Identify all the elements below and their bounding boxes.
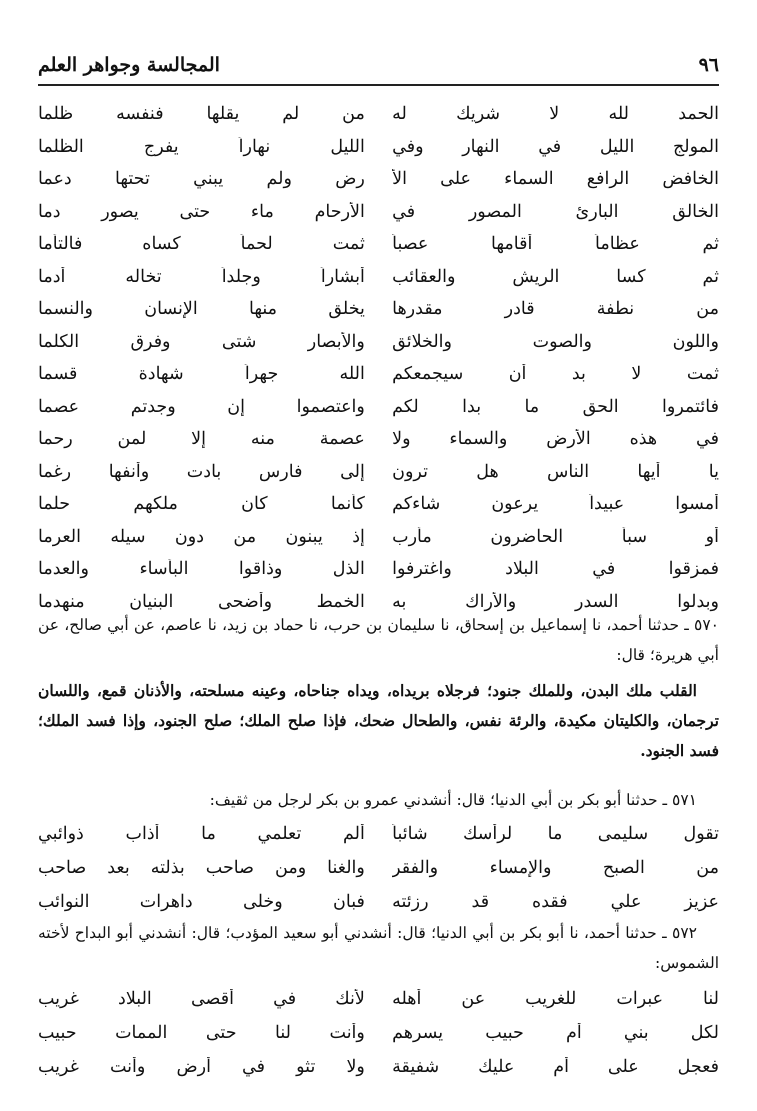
hadith-571-isnad: ٥٧١ ـ حدثنا أبو بكر بن أبي الدنيا؛ قال: أنشدني عمرو بن بكر لرجل من ثقيف: — [209, 791, 697, 809]
verse-first-hemistich: الخالق البارئ المصور في — [392, 201, 719, 222]
verse-second-hemistich: والأبصار شتى وفرق الكلما — [38, 331, 365, 352]
header-rule — [38, 84, 719, 86]
poem-2 — [38, 817, 719, 919]
verse-first-hemistich: المولج الليل في النهار وفي — [392, 136, 719, 157]
verse-second-hemistich: ولا تثو في أرض وأنت غريب — [38, 1057, 365, 1077]
verse-second-hemistich: الخمط وأضحى البنيان منهدما — [38, 591, 365, 612]
verse-second-hemistich: من لم يقلها فنفسه ظلما — [38, 104, 365, 125]
verse-first-hemistich: فائتمروا الحق ما بدا لكم — [392, 396, 719, 417]
verse-row — [38, 326, 719, 359]
verse-second-hemistich: الذل وذاقوا البأساء والعدما — [38, 559, 365, 580]
verse-first-hemistich: تقول سليمى ما لرأسك شائباً — [392, 824, 719, 844]
verse-row — [38, 1050, 719, 1084]
poem-1 — [38, 98, 719, 618]
verse-second-hemistich: الأرحام ماء حتى يصور دما — [38, 201, 365, 222]
verse-first-hemistich: أو سبأ الحاضرون مأرب — [392, 526, 719, 547]
verse-row — [38, 196, 719, 229]
verse-row — [38, 851, 719, 885]
verse-second-hemistich: والغنا ومن صاحب بذلته بعد صاحب — [38, 858, 365, 878]
verse-first-hemistich: يا أيها الناس هل ترون — [392, 461, 719, 482]
verse-first-hemistich: في هذه الأرض والسماء ولا — [392, 429, 719, 450]
verse-first-hemistich: لنا عبرات للغريب عن أهله — [392, 989, 719, 1009]
verse-row — [38, 553, 719, 586]
hadith-570-text: القلب ملك البدن، وللملك جنود؛ فرجلاه بريداه، ويداه جناحاه، وعينه مسلحته، والأذنان قمع، واللسان ترجمان، والكليتان مكيدة، والرئة نفس، والطحال ضحك، فإذا صلح الملك؛ صلح الجنود، وإذا فسد الملك؛ فسد الجنود. — [38, 681, 719, 760]
verse-row — [38, 358, 719, 391]
verse-first-hemistich: عزيز علي فقده قد رزئته — [392, 892, 719, 912]
verse-row — [38, 228, 719, 261]
verse-second-hemistich: لأنك في أقصى البلاد غريب — [38, 989, 365, 1009]
verse-first-hemistich: فمزقوا في البلاد واغترفوا — [392, 559, 719, 580]
verse-row — [38, 293, 719, 326]
verse-first-hemistich: وبدلوا السدر والأراك به — [392, 591, 719, 612]
verse-first-hemistich: لكل بني أم حبيب يسرهم — [392, 1023, 719, 1043]
verse-row — [38, 98, 719, 131]
verse-row — [38, 885, 719, 919]
verse-second-hemistich: ألم تعلمي ما أذاب ذوائبي — [38, 824, 365, 844]
verse-row — [38, 391, 719, 424]
verse-second-hemistich: كأنما كان ملكهم حلما — [38, 494, 365, 515]
verse-row — [38, 261, 719, 294]
verse-first-hemistich: ثم كسا الريش والعقائب — [392, 266, 719, 287]
verse-second-hemistich: رض ولم يبني تحتها دعما — [38, 169, 365, 190]
verse-second-hemistich: عصمة منه إلا لمن رحما — [38, 429, 365, 450]
verse-first-hemistich: واللون والصوت والخلائق — [392, 331, 719, 352]
verse-row — [38, 817, 719, 851]
poem-3 — [38, 982, 719, 1084]
verse-row — [38, 423, 719, 456]
verse-row — [38, 456, 719, 489]
verse-first-hemistich: ثم عظاماً أقامها عصباً — [392, 234, 719, 255]
verse-row — [38, 163, 719, 196]
verse-second-hemistich: ثمت لحماً كساه فالتأما — [38, 234, 365, 255]
verse-second-hemistich: يخلق منها الإنسان والنسما — [38, 299, 365, 320]
verse-first-hemistich: من نطفة قادر مقدرها — [392, 299, 719, 320]
verse-second-hemistich: الليل نهاراً يفرج الظلما — [38, 136, 365, 157]
verse-first-hemistich: ثمت لا بد أن سيجمعكم — [392, 364, 719, 385]
hadith-570-isnad: ٥٧٠ ـ حدثنا أحمد، نا إسماعيل بن إسحاق، نا سليمان بن حرب، نا حماد بن زيد، نا عاصم، عن أبي صالح، عن أبي هريرة؛ قال: — [38, 616, 719, 664]
verse-first-hemistich: فعجل على أم عليك شفيقة — [392, 1057, 719, 1077]
page-number: ٩٦ — [698, 54, 719, 76]
verse-row — [38, 1016, 719, 1050]
verse-second-hemistich: إذ يبنون من دون سيله العرما — [38, 526, 365, 547]
verse-second-hemistich: أبشاراً وجلداً تخاله أدما — [38, 266, 365, 287]
verse-row — [38, 131, 719, 164]
verse-second-hemistich: فبان وخلى داهرات النوائب — [38, 892, 365, 912]
verse-row — [38, 982, 719, 1016]
verse-first-hemistich: الحمد لله لا شريك له — [392, 104, 719, 125]
verse-row — [38, 521, 719, 554]
verse-row — [38, 488, 719, 521]
hadith-572-isnad: ٥٧٢ ـ حدثنا أحمد، نا أبو بكر بن أبي الدنيا؛ قال: أنشدني أبو سعيد المؤدب؛ قال: أنشدني أبو البداح لأخته الشموس: — [38, 924, 719, 972]
verse-second-hemistich: إلى فارس بادت وأنفها رغما — [38, 461, 365, 482]
verse-first-hemistich: أمسوا عبيداً يرعون شاءكم — [392, 494, 719, 515]
verse-first-hemistich: من الصبح والإمساء والفقر — [392, 858, 719, 878]
page-header — [38, 50, 719, 80]
verse-second-hemistich: واعتصموا إن وجدتم عصما — [38, 396, 365, 417]
running-title: المجالسة وجواهر العلم — [38, 54, 220, 76]
verse-second-hemistich: الله جهراً شهادة قسما — [38, 364, 365, 385]
verse-first-hemistich: الخافض الرافع السماء على الأ — [392, 169, 719, 190]
verse-second-hemistich: وأنت لنا حتى الممات حبيب — [38, 1023, 365, 1043]
